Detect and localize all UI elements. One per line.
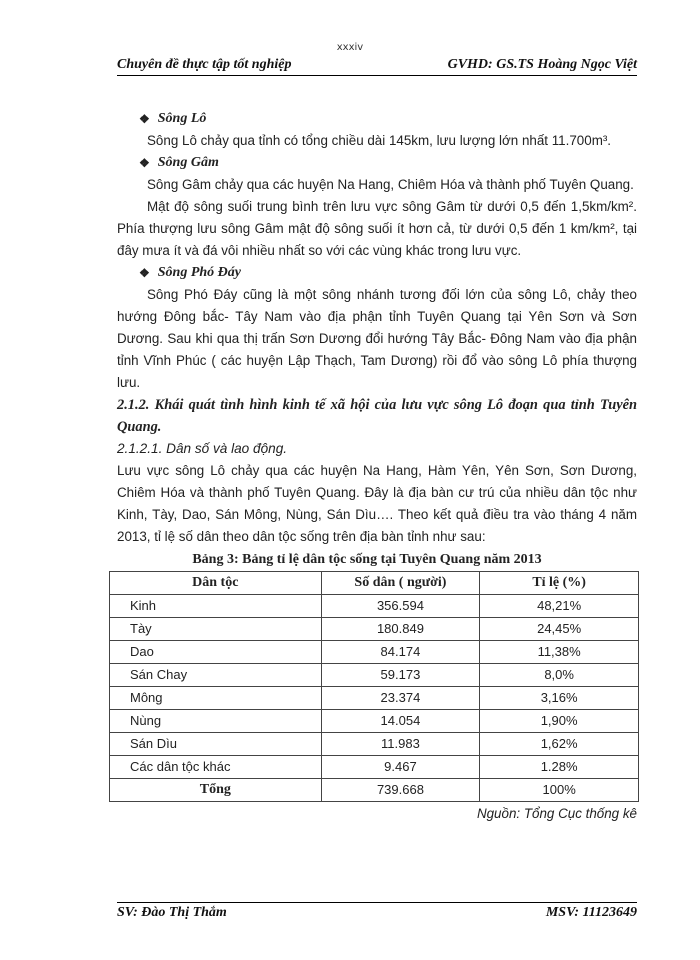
paragraph-song-gam-1: Sông Gâm chảy qua các huyện Na Hang, Chiêm Hóa và thành phố Tuyên Quang. bbox=[147, 177, 634, 192]
heading-song-pho-day: ❖ Sông Phó Đáy bbox=[139, 262, 637, 284]
table-cell: 1,90% bbox=[480, 710, 639, 733]
paragraph-population: Lưu vực sông Lô chảy qua các huyện Na Hang, Hàm Yên, Yên Sơn, Sơn Dương, Chiêm Hóa và thành phố Tuyên Quang. Đây là địa bàn cư trú của nhiều dân tộc như Kinh, Tày, Dao, Sán Mông, Nùng, Sán Dìu…. Theo kết quả điều tra vào tháng 4 năm 2013, tỉ lệ số dân theo dân tộc sống trên địa bàn tỉnh như sau: bbox=[117, 463, 637, 544]
table-header-row bbox=[110, 572, 639, 595]
table-cell: Dao bbox=[110, 641, 322, 664]
diamond-bullet-icon: ❖ bbox=[139, 156, 150, 170]
table-cell: Sán Chay bbox=[110, 664, 322, 687]
heading-song-gam: ❖ Sông Gâm bbox=[139, 152, 637, 174]
table-cell: 84.174 bbox=[321, 641, 480, 664]
table-row bbox=[110, 664, 639, 687]
heading-song-lo: ❖ Sông Lô bbox=[139, 108, 637, 130]
table-total-row bbox=[110, 779, 639, 802]
table-cell: 356.594 bbox=[321, 595, 480, 618]
table-cell: 23.374 bbox=[321, 687, 480, 710]
subsection-heading: 2.1.2.1. Dân số và lao động. bbox=[117, 441, 288, 456]
table-cell: 180.849 bbox=[321, 618, 480, 641]
table-cell: 1.28% bbox=[480, 756, 639, 779]
page-header bbox=[117, 57, 637, 76]
diamond-bullet-icon: ❖ bbox=[139, 266, 150, 280]
page-body bbox=[117, 108, 637, 825]
column-header: Số dân ( người) bbox=[321, 572, 480, 595]
table-cell: 1,62% bbox=[480, 733, 639, 756]
header-supervisor: GVHD: GS.TS Hoàng Ngọc Việt bbox=[447, 57, 637, 72]
table-row bbox=[110, 710, 639, 733]
table-row bbox=[110, 687, 639, 710]
page-number: xxxiv bbox=[336, 42, 364, 53]
paragraph-song-lo: Sông Lô chảy qua tỉnh có tổng chiều dài 145km, lưu lượng lớn nhất 11.700m³. bbox=[147, 133, 612, 148]
table-cell: Nùng bbox=[110, 710, 322, 733]
table-cell: Sán Dìu bbox=[110, 733, 322, 756]
table-row bbox=[110, 595, 639, 618]
footer-student-id: MSV: 11123649 bbox=[545, 905, 637, 920]
table-cell: 3,16% bbox=[480, 687, 639, 710]
table-row bbox=[110, 756, 639, 779]
table-source: Nguồn: Tổng Cục thống kê bbox=[476, 806, 637, 821]
column-header: Dân tộc bbox=[110, 572, 322, 595]
footer-student: SV: Đào Thị Thắm bbox=[117, 905, 227, 920]
paragraph-song-pho-day: Sông Phó Đáy cũng là một sông nhánh tương đối lớn của sông Lô, chảy theo hướng Đông bắc- Tây Nam vào địa phận tỉnh Tuyên Quang tại Yên Sơn và Sơn Dương. Sau khi qua thị trấn Sơn Dương đổi hướng Tây Bắc- Đông Nam vào địa phận tỉnh Vĩnh Phúc ( các huyện Lập Thạch, Tam Dương) rồi đổ vào sông Lô phía thượng lưu. bbox=[117, 287, 637, 390]
table-title: Bảng 3: Bảng tỉ lệ dân tộc sống tại Tuyên Quang năm 2013 bbox=[192, 552, 542, 567]
paragraph-song-gam-2: Mật độ sông suối trung bình trên lưu vực sông Gâm từ dưới 0,5 đến 1,5km/km². Phía thượng lưu sông Gâm mật độ sông suối ít hơn cả, từ dưới 0,5 đến 1 km/km², tại đây mưa ít và đá vôi nhiều nhất so với các vùng khác trong lưu vực. bbox=[117, 199, 637, 258]
diamond-bullet-icon: ❖ bbox=[139, 112, 150, 126]
table-cell: 14.054 bbox=[321, 710, 480, 733]
table-row bbox=[110, 618, 639, 641]
table-cell: 11,38% bbox=[480, 641, 639, 664]
table-cell: 24,45% bbox=[480, 618, 639, 641]
page-footer bbox=[117, 902, 637, 921]
table-cell: 8,0% bbox=[480, 664, 639, 687]
table-cell: 48,21% bbox=[480, 595, 639, 618]
table-cell: Tổng bbox=[110, 779, 322, 802]
table-cell: Tày bbox=[110, 618, 322, 641]
section-heading: 2.1.2. Khái quát tình hình kinh tế xã hội của lưu vực sông Lô đoạn qua tỉnh Tuyên Quang. bbox=[117, 397, 637, 435]
table-cell: Kinh bbox=[110, 595, 322, 618]
table-cell: 59.173 bbox=[321, 664, 480, 687]
ethnic-population-table bbox=[109, 571, 639, 802]
table-cell: 9.467 bbox=[321, 756, 480, 779]
table-row bbox=[110, 641, 639, 664]
table-cell: Các dân tộc khác bbox=[110, 756, 322, 779]
table-cell: 11.983 bbox=[321, 733, 480, 756]
table-cell: 739.668 bbox=[321, 779, 480, 802]
header-title: Chuyên đề thực tập tốt nghiệp bbox=[117, 57, 292, 72]
table-row bbox=[110, 733, 639, 756]
table-cell: Mông bbox=[110, 687, 322, 710]
column-header: Tỉ lệ (%) bbox=[480, 572, 639, 595]
table-cell: 100% bbox=[480, 779, 639, 802]
